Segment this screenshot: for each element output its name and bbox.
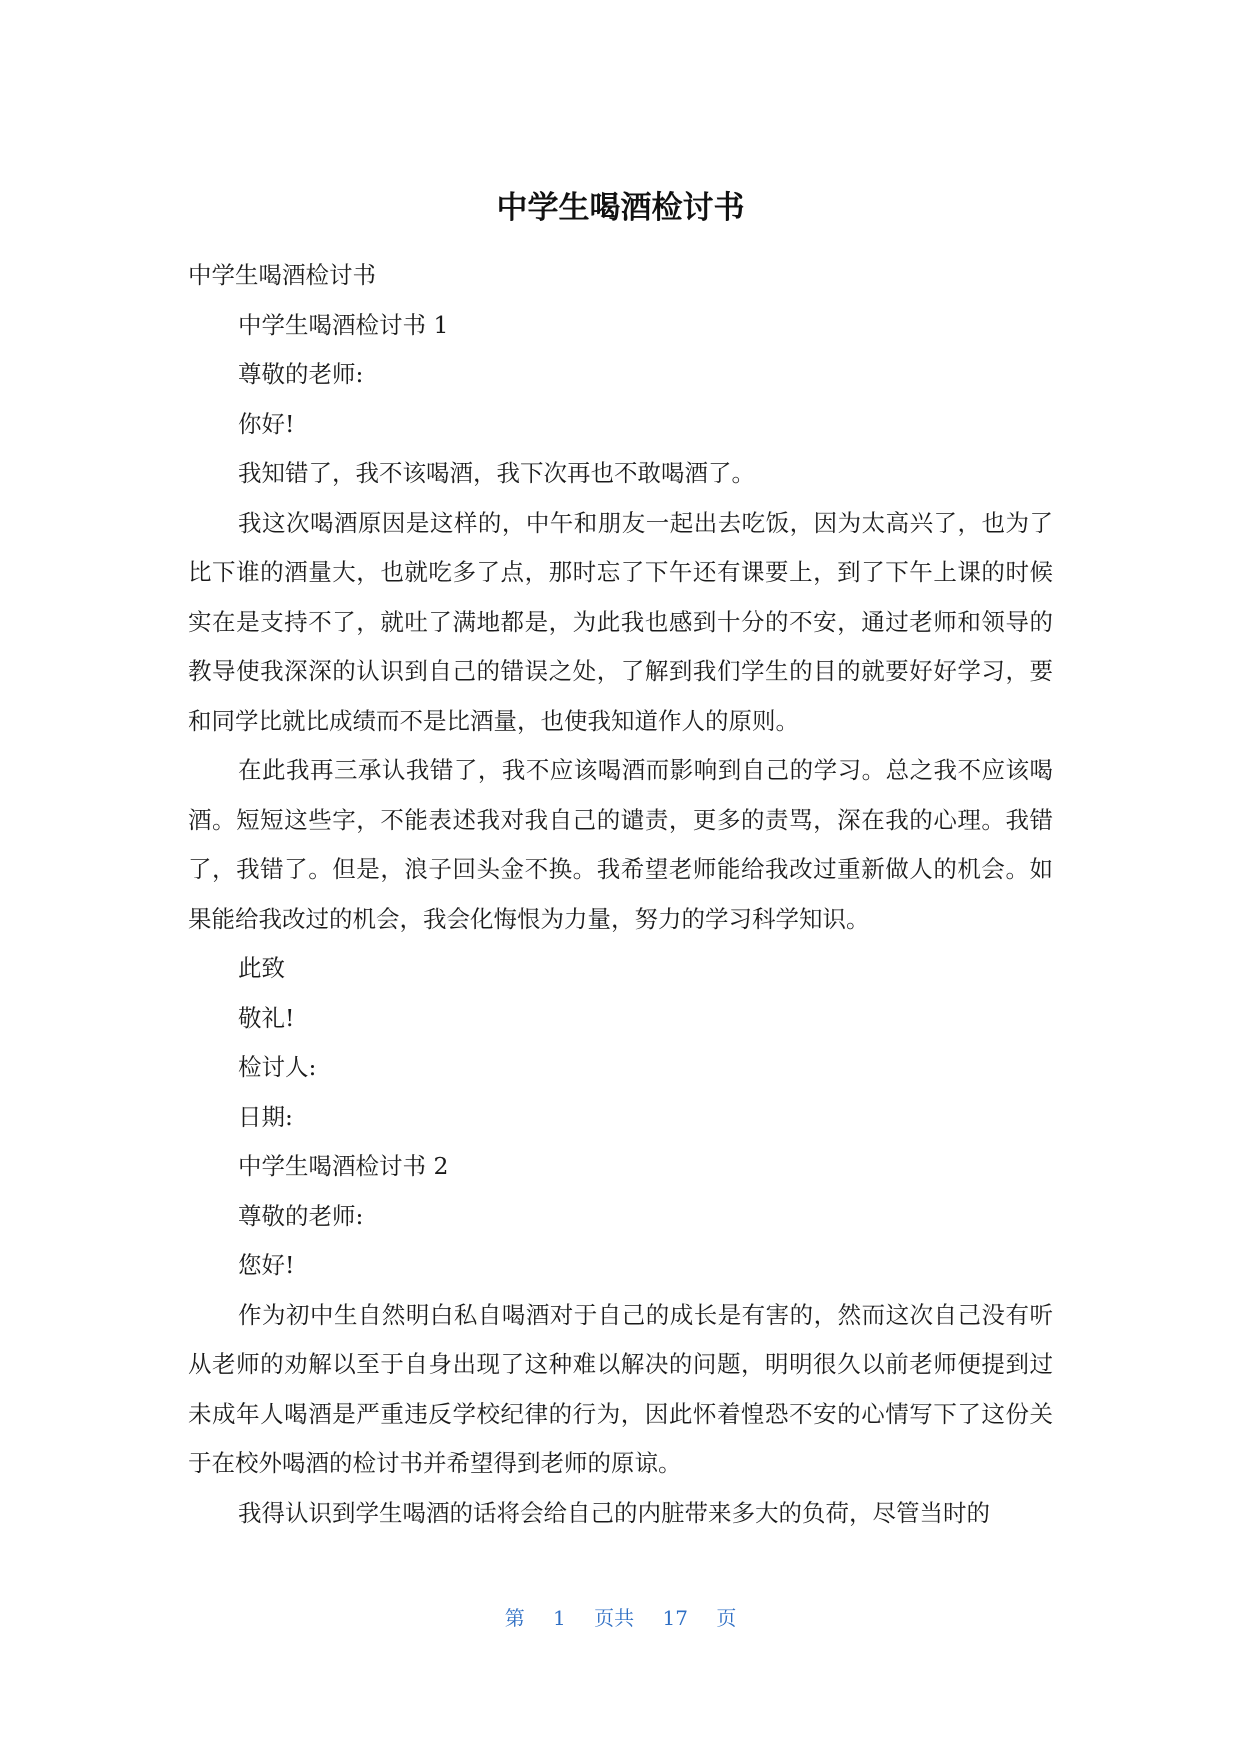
paragraph: 在此我再三承认我错了，我不应该喝酒而影响到自己的学习。总之我不应该喝酒。短短这些字，不能表述我对我自己的谴责，更多的责骂，深在我的心理。我错了，我错了。但是，浪子回头金不换。我希望老师能给我改过重新做人的机会。如果能给我改过的机会，我会化悔恨为力量，努力的学习科学知识。: [188, 756, 1053, 933]
document-body: [188, 251, 1053, 1538]
current-page-number: 1: [553, 1606, 566, 1630]
section-heading-2: 中学生喝酒检讨书 2: [238, 1152, 449, 1180]
paragraph: 作为初中生自然明白私自喝酒对于自己的成长是有害的，然而这次自己没有听从老师的劝解以至于自身出现了这种难以解决的问题，明明很久以前老师便提到过未成年人喝酒是严重违反学校纪律的行为，因此怀着惶恐不安的心情写下了这份关于在校外喝酒的检讨书并希望得到老师的原谅。: [188, 1300, 1053, 1477]
closing-line: 敬礼!: [238, 1003, 295, 1032]
body-heading: 中学生喝酒检讨书: [188, 261, 376, 289]
footer-suffix: 页: [716, 1606, 737, 1630]
date-field: 日期:: [238, 1102, 293, 1131]
footer-middle: 页共: [594, 1606, 635, 1630]
section-heading-1: 中学生喝酒检讨书 1: [238, 310, 449, 339]
footer-prefix: 第: [504, 1606, 525, 1630]
salutation: 尊敬的老师:: [238, 360, 364, 388]
greeting: 您好!: [238, 1251, 295, 1279]
document-title: 中学生喝酒检讨书: [496, 190, 745, 226]
greeting: 你好!: [238, 409, 295, 438]
closing-line: 此致: [238, 954, 285, 982]
paragraph: 我得认识到学生喝酒的话将会给自己的内脏带来多大的负荷，尽管当时的: [238, 1498, 990, 1527]
signature-field: 检讨人:: [238, 1053, 317, 1081]
total-page-count: 17: [662, 1606, 688, 1630]
salutation: 尊敬的老师:: [238, 1201, 364, 1230]
page-footer: [0, 1604, 1241, 1632]
paragraph: 我这次喝酒原因是这样的，中午和朋友一起出去吃饭，因为太高兴了，也为了比下谁的酒量大，也就吃多了点，那时忘了下午还有课要上，到了下午上课的时候实在是支持不了，就吐了满地都是，为此我也感到十分的不安，通过老师和领导的教导使我深深的认识到自己的错误之处，了解到我们学生的目的就要好好学习，要和同学比就比成绩而不是比酒量，也使我知道作人的原则。: [188, 508, 1053, 735]
paragraph: 我知错了，我不该喝酒，我下次再也不敢喝酒了。: [238, 459, 755, 487]
